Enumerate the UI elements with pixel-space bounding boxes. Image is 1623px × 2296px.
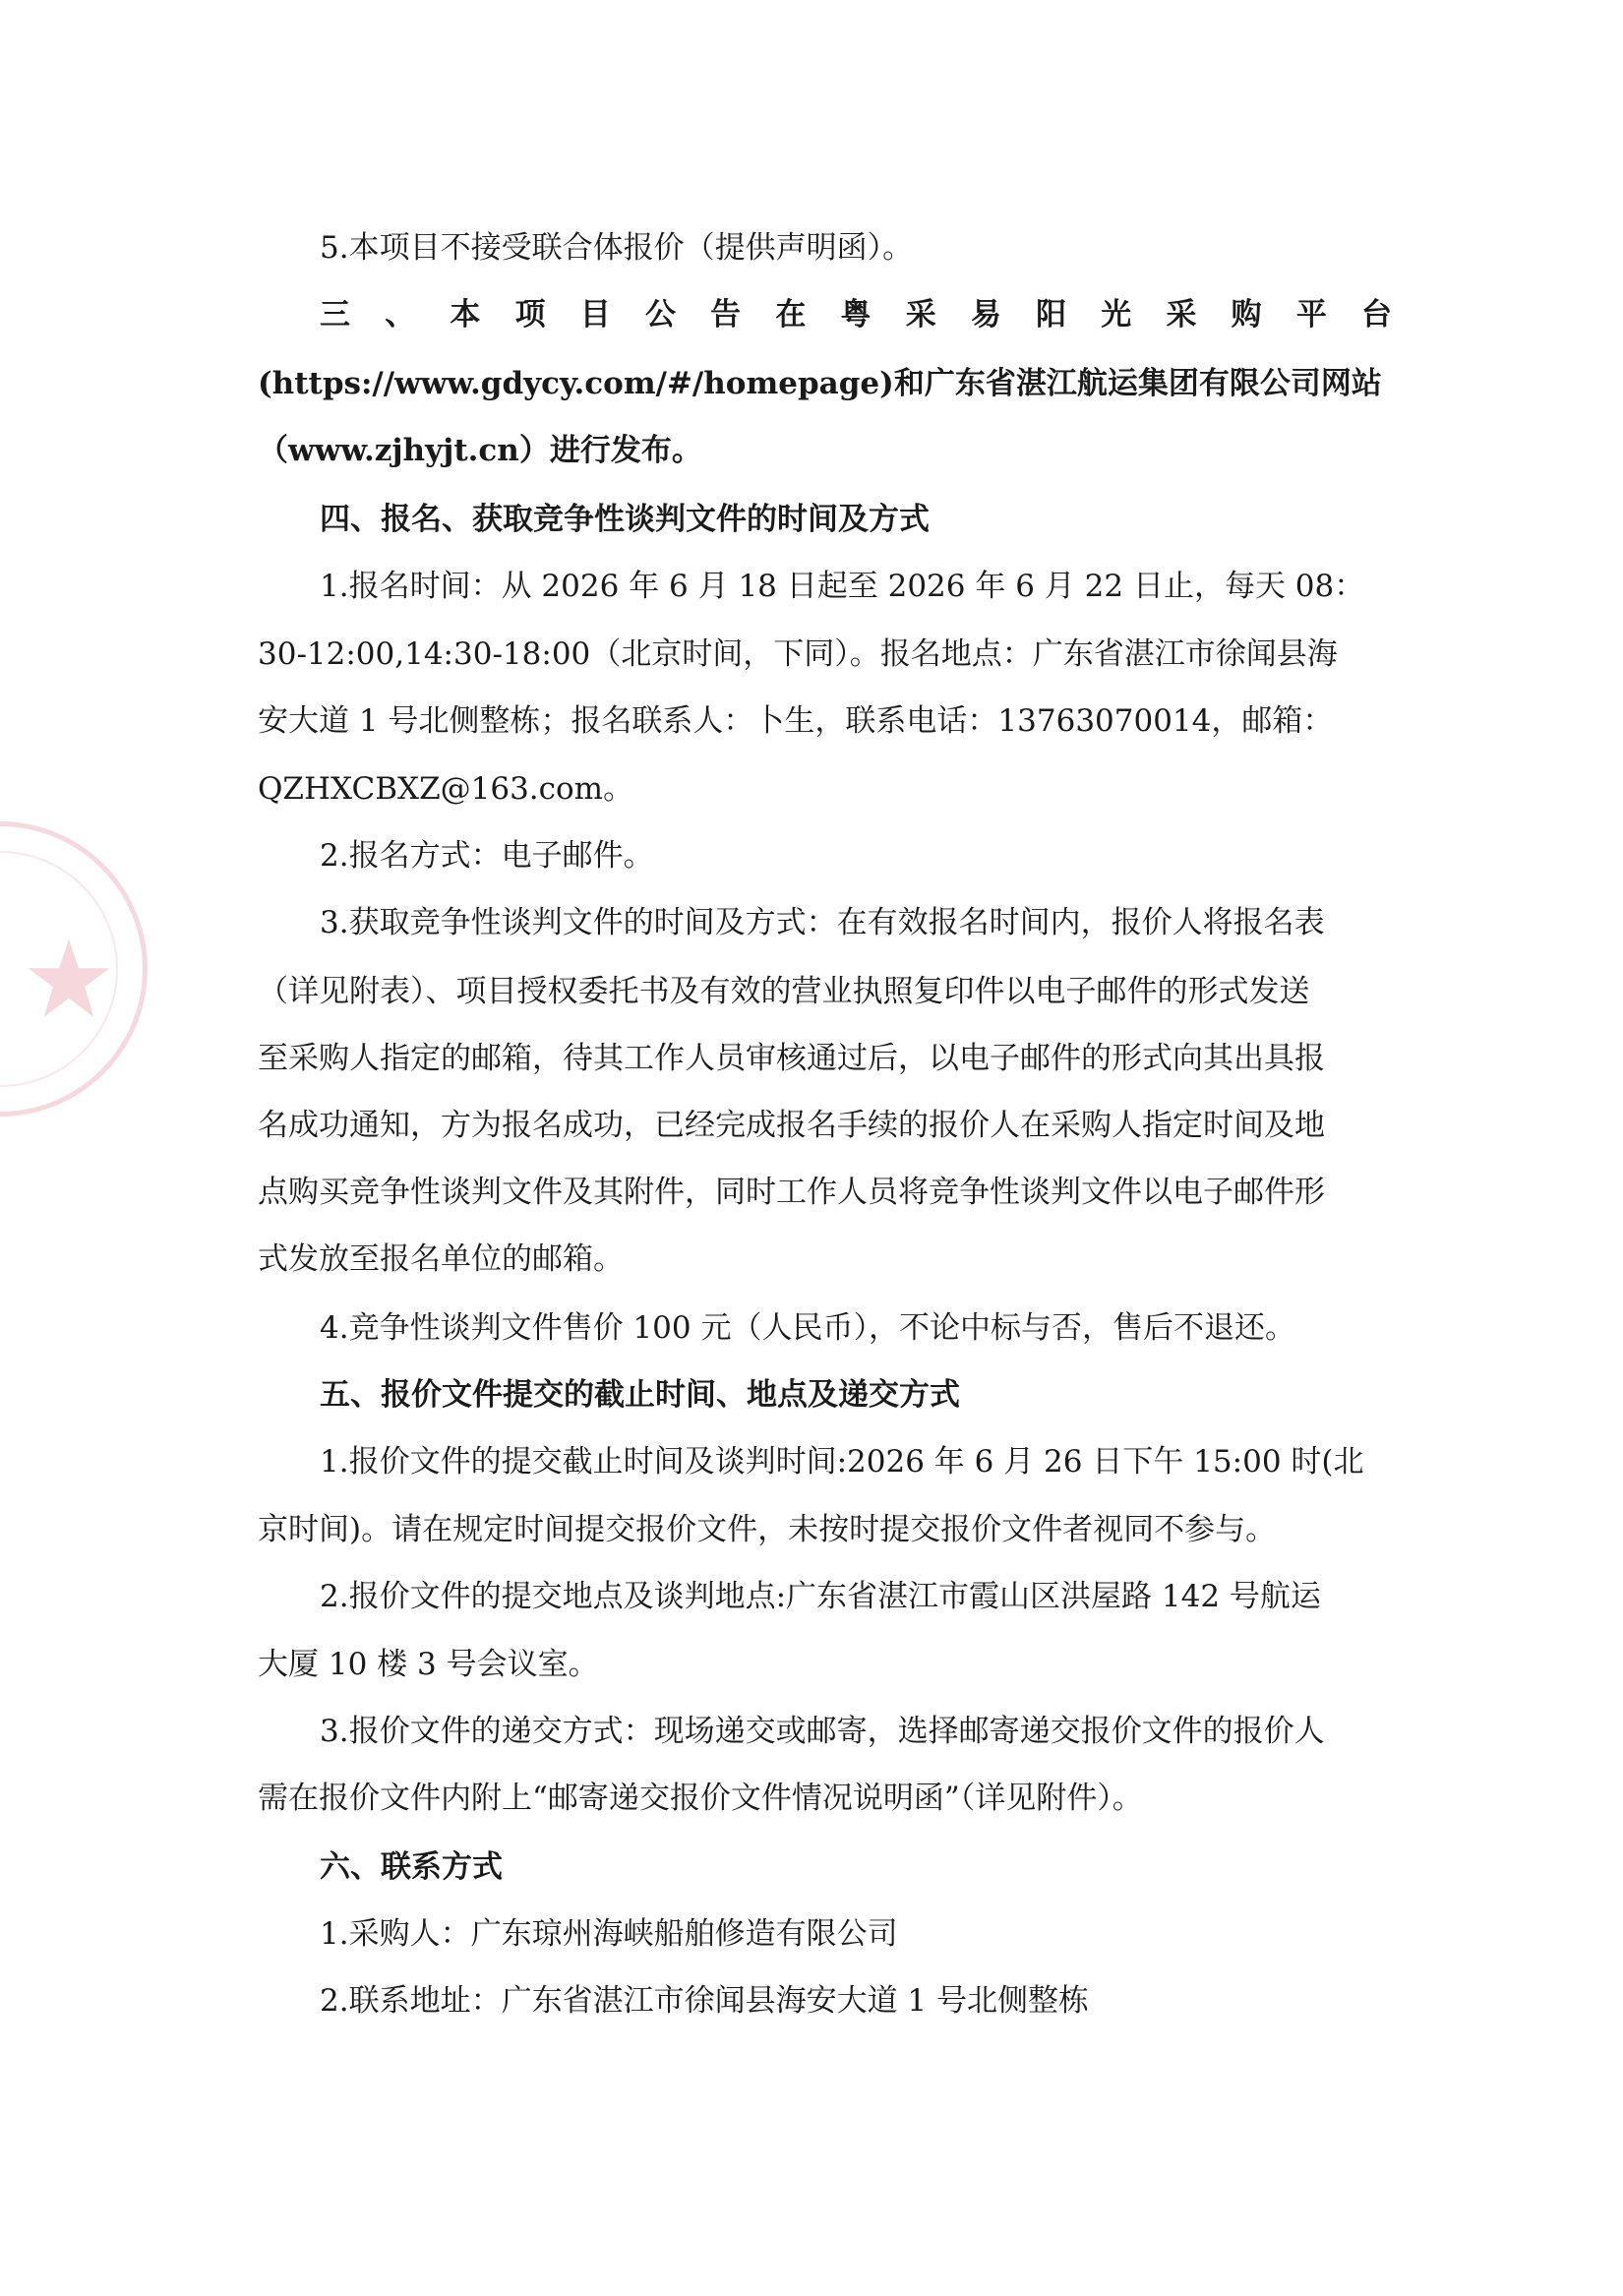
item-5: 5.本项目不接受联合体报价（提供声明函）。 — [320, 230, 914, 266]
heading-char: 公 — [644, 297, 676, 332]
item-4-3-line-2: （详见附表）、项目授权委托书及有效的营业执照复印件以电子邮件的形式发送 — [258, 974, 1310, 1009]
section-6-title: 六、联系方式 — [320, 1849, 503, 1885]
section-3-heading-line-3: （www.zjhyjt.cn）进行发布。 — [258, 433, 702, 468]
item-4-1-line-4: QZHXCBXZ@163.com。 — [258, 771, 634, 807]
heading-char: 平 — [1295, 297, 1327, 332]
heading-char: 本 — [450, 297, 481, 332]
heading-char: 购 — [1231, 297, 1262, 332]
heading-char: 光 — [1101, 297, 1132, 332]
heading-char: 采 — [1166, 297, 1197, 332]
heading-char: 粤 — [840, 297, 872, 332]
item-4-3-line-5: 点购买竞争性谈判文件及其附件，同时工作人员将竞争性谈判文件以电子邮件形 — [258, 1175, 1325, 1210]
item-4-1-line-3: 安大道 1 号北侧整栋；报名联系人：卜生，联系电话：13763070014，邮箱： — [258, 703, 1334, 739]
item-4-2: 2.报名方式：电子邮件。 — [320, 838, 654, 874]
item-5-1-line-1: 1.报价文件的提交截止时间及谈判时间:2026 年 6 月 26 日下午 15:00 时(北 — [320, 1444, 1364, 1480]
heading-char: 告 — [710, 297, 742, 332]
heading-char: 三 — [320, 297, 350, 332]
section-4-title: 四、报名、获取竞争性谈判文件的时间及方式 — [320, 502, 930, 537]
heading-char: 目 — [579, 297, 611, 332]
item-5-1-line-2: 京时间)。请在规定时间提交报价文件，未按时提交报价文件者视同不参与。 — [258, 1512, 1277, 1547]
heading-char: 在 — [775, 297, 807, 332]
item-4-4: 4.竞争性谈判文件售价 100 元（人民币），不论中标与否，售后不退还。 — [320, 1310, 1295, 1346]
item-4-1-line-2: 30-12:00,14:30-18:00（北京时间，下同）。报名地点：广东省湛江市徐闻县海 — [258, 636, 1338, 672]
section-3-heading-line-2: (https://www.gdycy.com/#/homepage)和广东省湛江航运集团有限公司网站 — [258, 366, 1382, 401]
section-3-heading-line-1 — [320, 295, 1392, 334]
item-4-1-line-1: 1.报名时间：从 2026 年 6 月 18 日起至 2026 年 6 月 22 日止，每天 08： — [320, 569, 1365, 604]
section-5-title: 五、报价文件提交的截止时间、地点及递交方式 — [320, 1377, 960, 1413]
heading-char: 、 — [385, 297, 416, 332]
item-6-1: 1.采购人：广东琼州海峡船舶修造有限公司 — [320, 1916, 898, 1952]
item-4-3-line-1: 3.获取竞争性谈判文件的时间及方式：在有效报名时间内，报价人将报名表 — [320, 905, 1325, 940]
heading-char: 项 — [514, 297, 546, 332]
item-5-2-line-1: 2.报价文件的提交地点及谈判地点:广东省湛江市霞山区洪屋路 142 号航运 — [320, 1579, 1321, 1614]
item-5-2-line-2: 大厦 10 楼 3 号会议室。 — [258, 1647, 599, 1682]
heading-char: 采 — [905, 297, 936, 332]
item-6-2: 2.联系地址：广东省湛江市徐闻县海安大道 1 号北侧整栋 — [320, 1983, 1090, 2019]
heading-char: 易 — [970, 297, 1001, 332]
item-5-3-line-2: 需在报价文件内附上“邮寄递交报价文件情况说明函”（详见附件）。 — [258, 1781, 1143, 1816]
item-4-3-line-3: 至采购人指定的邮箱，待其工作人员审核通过后，以电子邮件的形式向其出具报 — [258, 1041, 1325, 1076]
heading-char: 台 — [1361, 297, 1392, 332]
heading-char: 阳 — [1036, 297, 1067, 332]
item-4-3-line-4: 名成功通知，方为报名成功，已经完成报名手续的报价人在采购人指定时间及地 — [258, 1108, 1325, 1143]
item-4-3-line-6: 式发放至报名单位的邮箱。 — [258, 1241, 624, 1277]
seal-star-icon — [25, 935, 113, 1023]
item-5-3-line-1: 3.报价文件的递交方式：现场递交或邮寄，选择邮寄递交报价文件的报价人 — [320, 1714, 1325, 1749]
